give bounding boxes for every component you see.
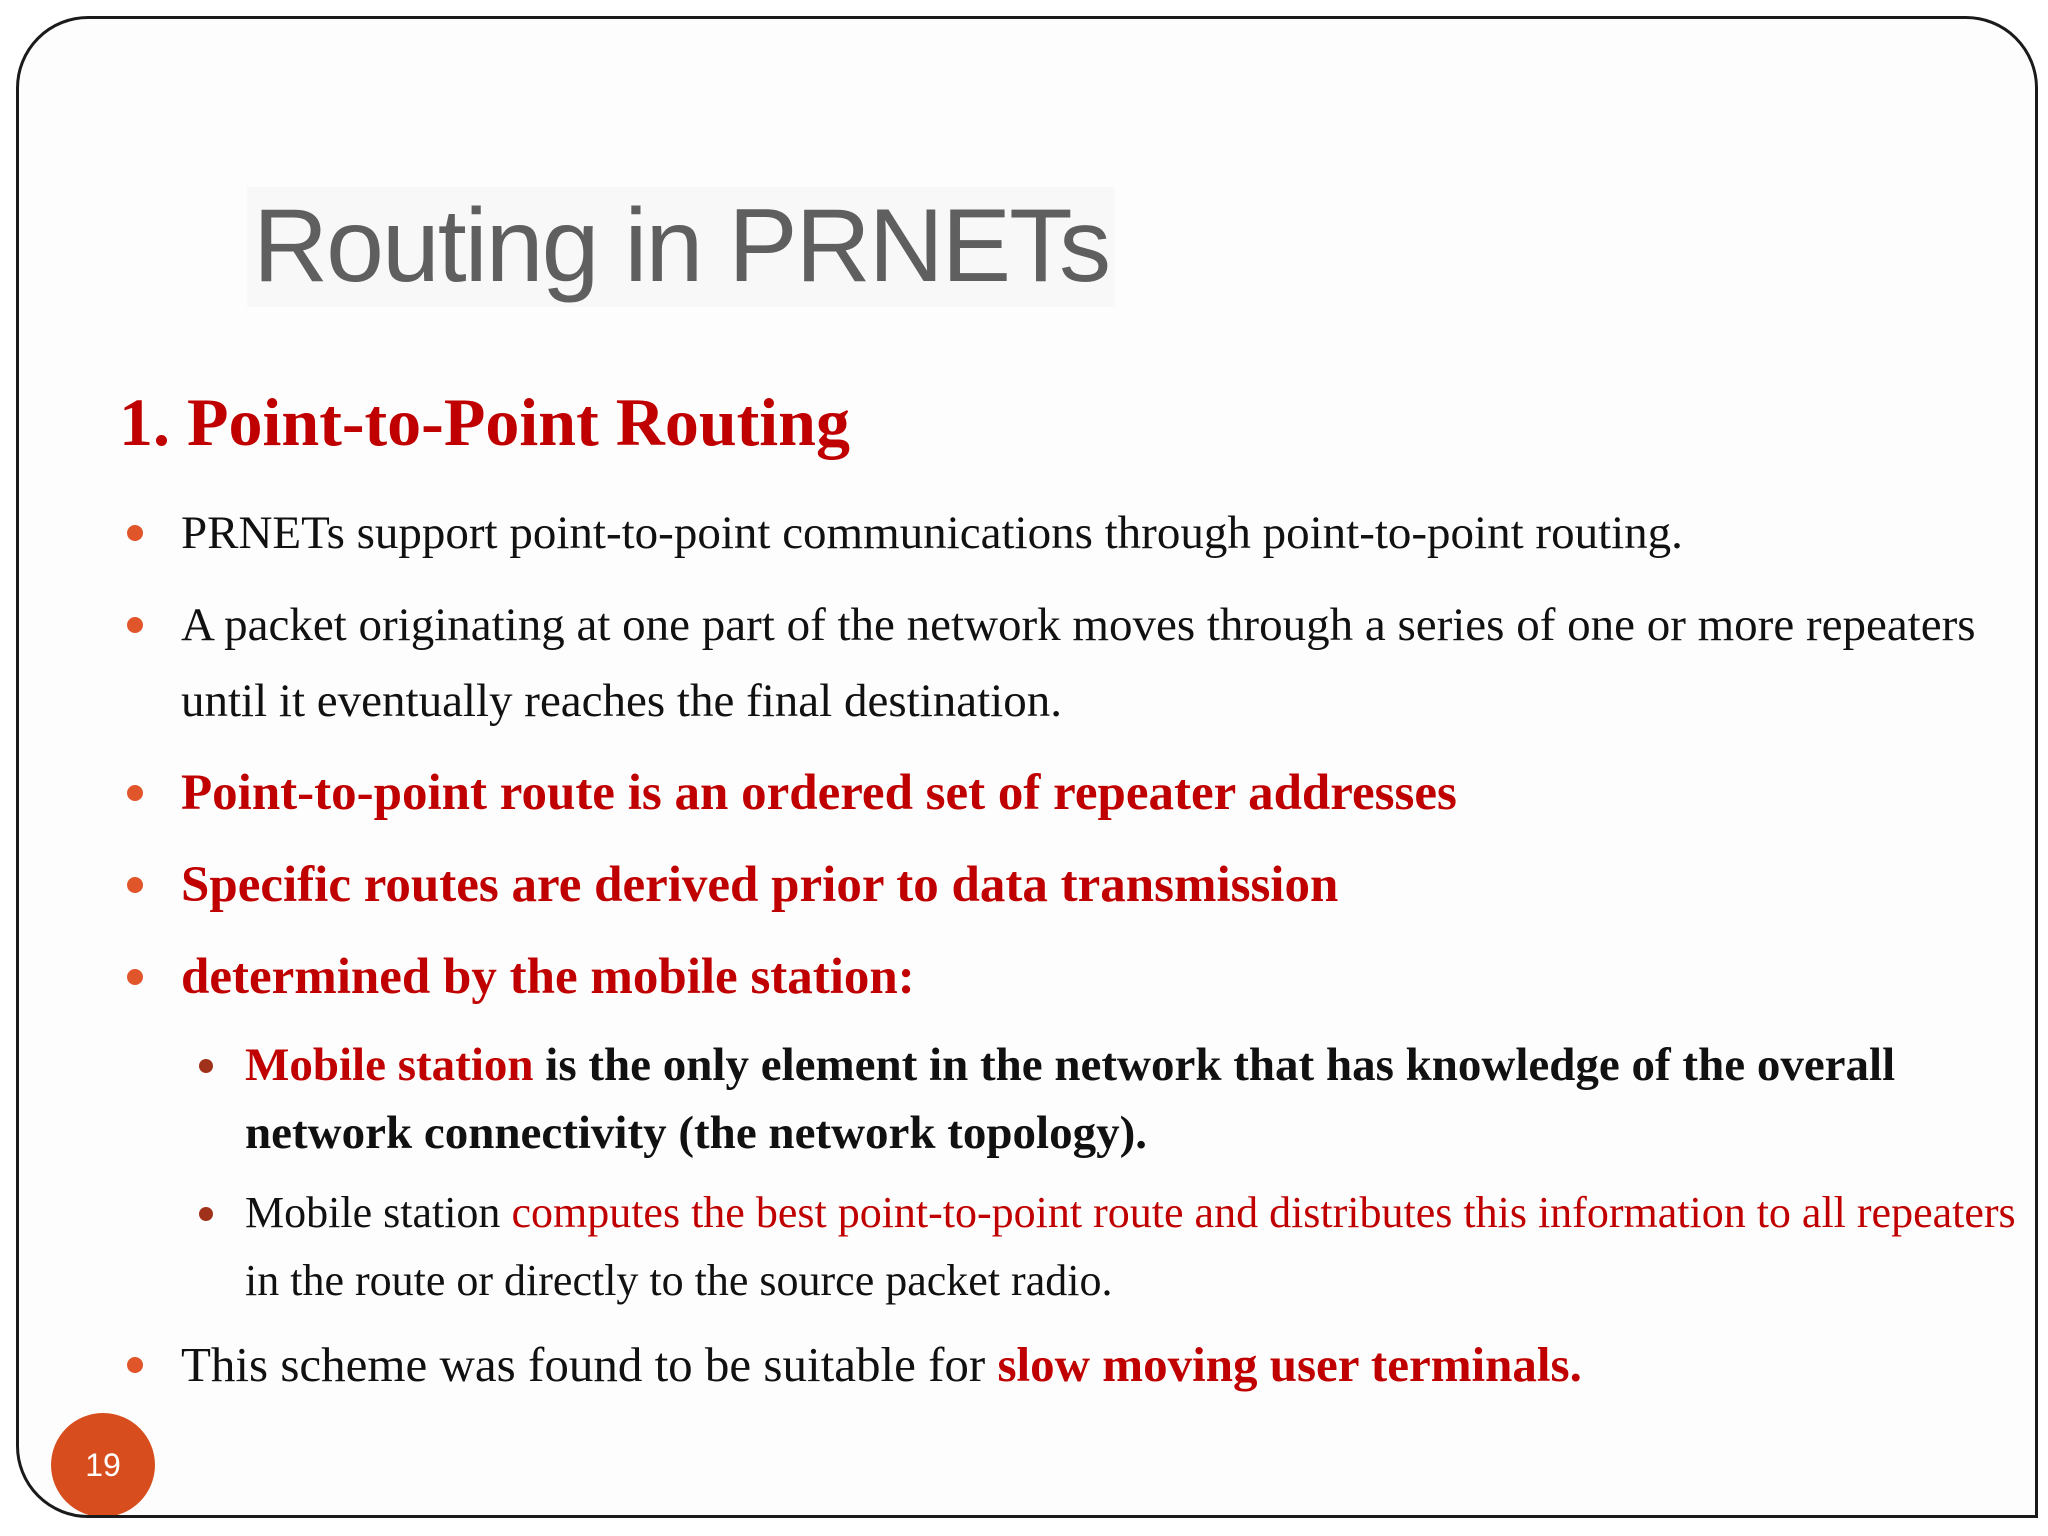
page-number-badge: 19: [51, 1413, 155, 1517]
bullet-dot-icon: [127, 969, 143, 985]
slide-title: Routing in PRNETs: [247, 187, 1115, 307]
bullet-dot-icon: [127, 877, 143, 893]
section-heading: 1. Point-to-Point Routing: [119, 384, 850, 460]
sub-bullet-dot-icon: [199, 1207, 213, 1221]
bullet-text: PRNETs support point-to-point communications through point-to-point routing.: [181, 507, 1683, 559]
bullet-text: determined by the mobile station:: [181, 949, 915, 1005]
sub-bullet-text: Mobile station: [245, 1188, 512, 1237]
sub-bullet-dot-icon: [199, 1059, 213, 1073]
bullet-dot-icon: [127, 525, 143, 541]
bullet-item: [119, 755, 2029, 831]
bullet-item: [119, 1327, 2029, 1403]
bullet-text: Specific routes are derived prior to data transmission: [181, 857, 1339, 913]
sub-bullet-item: [119, 1179, 2029, 1315]
bullet-dot-icon: [127, 785, 143, 801]
sub-bullet-highlight: computes the best point-to-point route and distributes this information to all repeaters: [511, 1188, 2016, 1237]
bullet-list: [119, 495, 2029, 1419]
bullet-text: Point-to-point route is an ordered set of repeater addresses: [181, 765, 1457, 821]
bullet-item: [119, 587, 2029, 739]
bullet-dot-icon: [127, 1357, 143, 1373]
bullet-text: A packet originating at one part of the network moves through a series of one or more repeaters until it eventually reaches the final destination.: [181, 599, 1976, 727]
slide: [16, 16, 2038, 1518]
bullet-item: [119, 939, 2029, 1015]
bullet-text: This scheme was found to be suitable for: [181, 1337, 998, 1392]
bullet-item: [119, 847, 2029, 923]
bullet-highlight: slow moving user terminals.: [997, 1337, 1582, 1392]
sub-bullet-text: in the route or directly to the source packet radio.: [245, 1256, 1113, 1305]
bullet-item: [119, 495, 2029, 571]
sub-bullet-text: is the only element in the network that has knowledge of the overall network connectivity (the network topology).: [245, 1039, 1896, 1159]
sub-bullet-item: [119, 1031, 2029, 1167]
sub-bullet-highlight: Mobile station: [245, 1039, 534, 1091]
bullet-dot-icon: [127, 617, 143, 633]
